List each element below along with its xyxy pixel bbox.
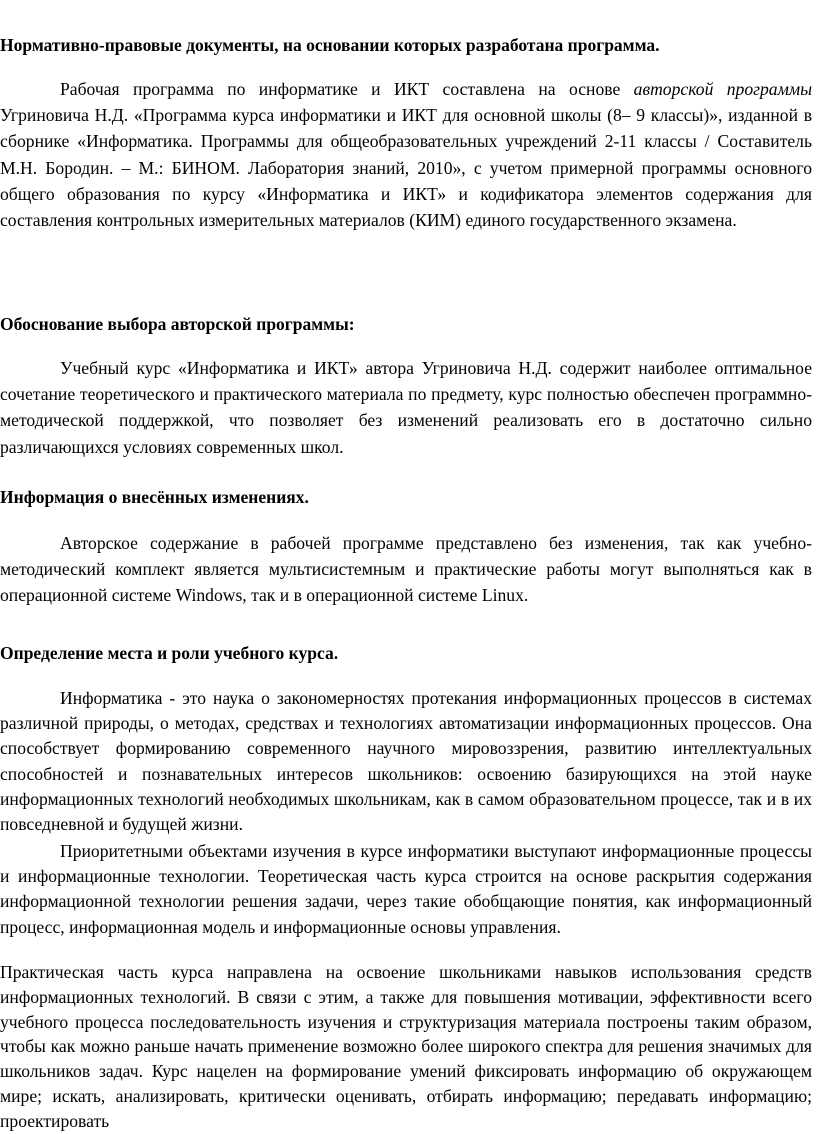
paragraph-informatics-definition: Информатика - это наука о закономерностях протекания информационных процессов в системах различной природы, о методах, средствах и технологиях автоматизации информационных процессов. Она способствует формированию современного научного мировоззрения, развитию интеллектуальных способностей и познавательных интересов школьников: освоению базирующихся на этой науке информационных технологий необходимых школьникам, как в самом образовательном процессе, так и в их повседневной и будущей жизни. [0, 688, 812, 835]
section-heading-program-choice: Обоснование выбора авторской программы: [0, 314, 355, 334]
paragraph-changes-info: Авторское содержание в рабочей программе представлено без изменения, так как учебно-методический комплект является мультисистемным и практические работы могут выполняться как в операционной системе Windows, так и в операционной системе Linux. [0, 533, 812, 606]
section-heading-changes-info: Информация о внесённых изменениях. [0, 487, 309, 507]
paragraph-text: Угриновича Н.Д. «Программа курса информатики и ИКТ для основной школы (8– 9 классы)», изданной в сборнике «Информатика. Программы для общеобразовательных учреждений 2-11 классы / Составитель М.Н. Бородин. – М.: БИНОМ. Лаборатория знаний, 2010», с учетом примерной программы основного общего образования по курсу «Информатика и ИКТ» и кодификатора элементов содержания для составления контрольных измерительных материалов (КИМ) единого государственного экзамена. [0, 105, 812, 231]
paragraph-program-choice: Учебный курс «Информатика и ИКТ» автора Угриновича Н.Д. содержит наиболее оптимальное сочетание теоретического и практического материала по предмету, курс полностью обеспечен программно-методической поддержкой, что позволяет без изменений реализовать его в достаточно сильно различающихся условиях современных школ. [0, 358, 812, 457]
paragraph-italic-text: авторской программы [633, 79, 812, 99]
paragraph-text: Рабочая программа по информатике и ИКТ составлена на основе [60, 79, 634, 99]
paragraph-priority-objects: Приоритетными объектами изучения в курсе информатики выступают информационные процессы и информационные технологии. Теоретическая часть курса строится на основе раскрытия содержания информационной технологии решения задачи, через такие обобщающие понятия, как информационный процесс, информационная модель и информационные основы управления. [0, 841, 812, 937]
paragraph-practical-part: Практическая часть курса направлена на освоение школьниками навыков использования средств информационных технологий. В связи с этим, а также для повышения мотивации, эффективности всего учебного процесса последовательность изучения и структуризация материала построены таким образом, чтобы как можно раньше начать применение возможно более широкого спектра для решения значимых для школьников задач. Курс нацелен на формирование умений фиксировать информацию об окружающем мире; искать, анализировать, критически оценивать, отбирать информацию; передавать информацию; проектировать [0, 962, 812, 1131]
section-heading-course-role: Определение места и роли учебного курса. [0, 643, 339, 663]
paragraph-program-basis [0, 76, 812, 233]
section-heading-normative-documents: Нормативно-правовые документы, на основании которых разработана программа. [0, 35, 660, 55]
